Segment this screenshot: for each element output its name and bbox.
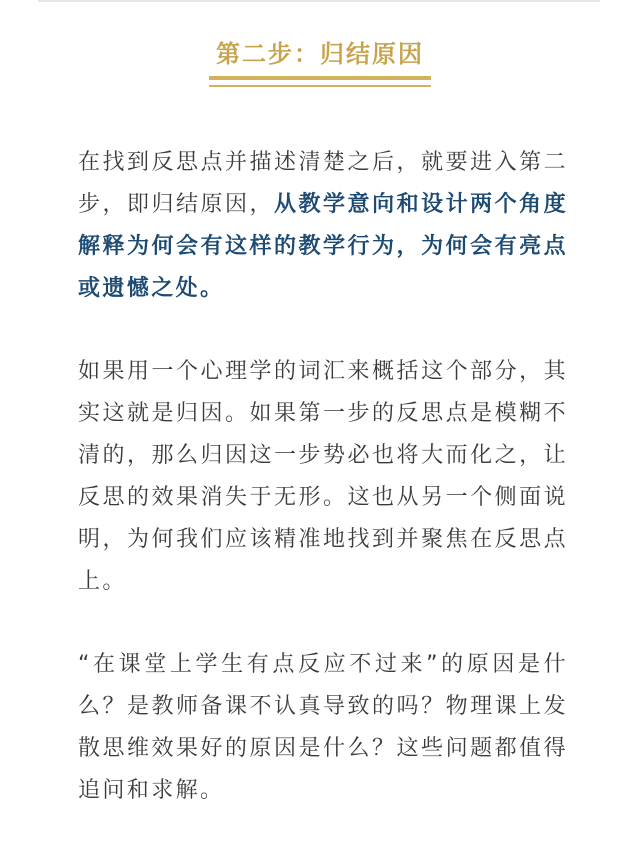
top-divider: [38, 0, 600, 2]
section-title: 第二步：归结原因: [216, 40, 424, 68]
paragraph-1-text: 在找到反思点并描述清楚之后，就要进入第二步，即归结原因，: [78, 150, 568, 217]
paragraph-1: [78, 142, 568, 310]
section-heading: [0, 30, 640, 78]
title-underline-thin: [209, 85, 431, 87]
paragraph-1-emphasis: 从教学意向和设计两个角度解释为何会有这样的教学行为，为何会有亮点或遗憾之处。: [78, 192, 568, 301]
title-underline-thick: [209, 76, 431, 80]
paragraph-3: “在课堂上学生有点反应不过来”的原因是什么？是教师备课不认真导致的吗？物理课上发散思维效果好的原因是什么？这些问题都值得追问和求解。: [78, 652, 568, 803]
paragraph-2: 如果用一个心理学的词汇来概括这个部分，其实这就是归因。如果第一步的反思点是模糊不清的，那么归因这一步势必也将大而化之，让反思的效果消失于无形。这也从另一个侧面说明，为何我们应该精准地找到并聚焦在反思点上。: [78, 359, 568, 594]
article-body: [78, 142, 568, 853]
